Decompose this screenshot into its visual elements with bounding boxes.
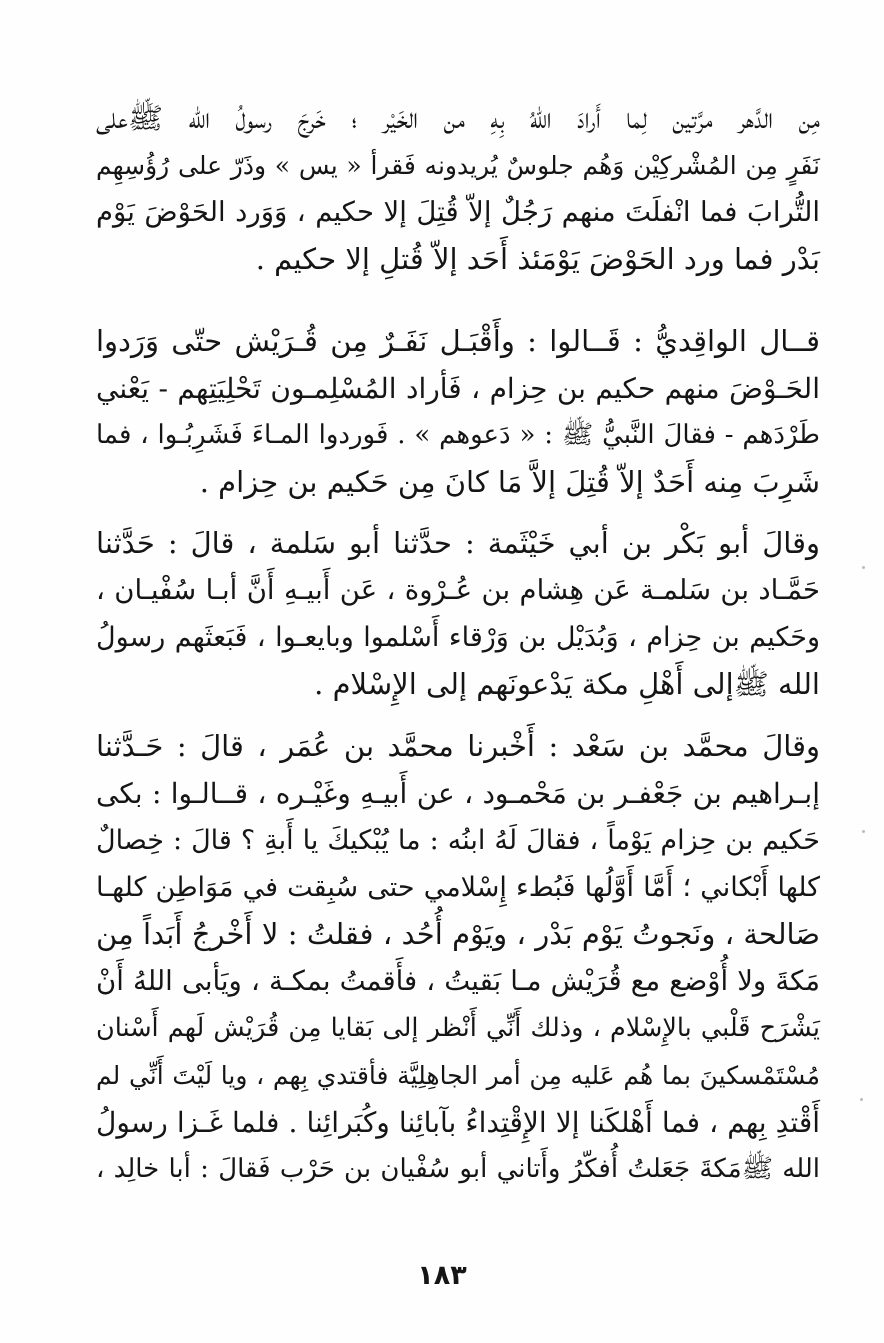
text-line: قــال الواقِديُّ : قَــالوا : وأَقْبَـل نَفَـرٌ مِن قُـرَيْش حتّى وَرَدوا — [96, 324, 820, 358]
text-line: وقالَ محمَّد بن سَعْد : أَخْبرنا محمَّد بن عُمَر ، قالَ : حَـدَّثنا — [96, 729, 820, 763]
text-line: وقالَ أبو بَكْر بن أبي خَيْثَمة : حدَّثنا أبو سَلمة ، قالَ : حَدَّثنا — [96, 526, 820, 560]
text-line: طَرْدَهم - فقالَ النَّبيُّ ﷺ : « دَعوهم » . فَوردوا المـاءَ فَشَرِبُـوا ، فما — [96, 420, 820, 450]
text-line: صَالحة ، ونَجوتُ يَوْم بَدْر ، ويَوْم أُحُد ، فقلتُ : لا أَخْرجُ أَبَداً مِن — [96, 917, 820, 951]
text-line: كلها أَبْكاني ؛ أَمَّا أَوَّلُها فَبُطء إِسْلامي حتى سُبِقت في مَوَاطِن كلهـا — [96, 872, 820, 903]
text-line: مَكةَ ولا أُوْضع مع قُرَيْش مـا بَقيتُ ، فأَقمتُ بمكـة ، ويَأبى اللهُ أَنْ — [96, 965, 820, 997]
scan-speck — [862, 566, 865, 569]
text-line: التُّرابَ فما انْفلَتَ منهم رَجُلٌ إلاّ قُتِلَ إلا حكيم ، وَوَرد الحَوْضَ يَوْم — [96, 196, 820, 228]
text-line: حَمَّـاد بن سَلمـة عَن هِشام بن عُـرْوة ، عَن أَبيـهِ أَنَّ أبـا سُفْيـان ، — [96, 574, 820, 606]
scan-speck — [862, 830, 865, 833]
text-line: حَكيم بن حِزام يَوْماً ، فقالَ لَهُ ابنُه : ما يُبْكيكَ يا أَبةِ ؟ قالَ : خِصالٌ — [96, 825, 820, 856]
scan-speck — [860, 1098, 863, 1101]
text-line: بَدْر فما ورد الحَوْضَ يَوْمَئذ أَحَد إلاّ قُتلِ إلا حكيم . — [255, 242, 820, 276]
text-line: يَشْرَح قَلْبي بالإِسْلام ، وذلك أَنِّي أَنْظر إلى بَقايا مِن قُرَيْش لَهم أَسْنان — [96, 1013, 820, 1043]
paragraph-4 — [96, 723, 820, 1193]
paragraph-1 — [96, 95, 820, 283]
text-line: نَفَرٍ مِن المُشْركِيْن وَهُم جلوسٌ يُريدونه فَقرأ « يس » وذَرّ على رُؤُسِهِم — [96, 151, 820, 180]
text-line: الحَـوْضَ منهم حكيم بن حِزام ، فَأراد المُسْلِمـون تَحْلِيَتِهم - يَعْني — [96, 372, 820, 405]
text-line: مِن الدَّهر مرَّتين لِما أَرادَ اللهُ بِهِ من الخَيْر ؛ خَرجَ رسولُ الله ﷺعلى — [96, 101, 820, 135]
text-line: أَقْتدِ بِهم ، فما أَهْلكَنا إلا الإِقْتِداءُ بآبائِنا وكُبَرائِنا . فلما غَـزا رسولُ — [96, 1106, 820, 1139]
text-line: وحَكيم بن حِزام ، وَبُدَيْل بن وَرْقاء أَسْلموا وبايعـوا ، فَبَعثَهم رسولُ — [96, 622, 820, 653]
text-line: الله ﷺمَكةَ جَعَلتُ أُفكّرُ وأَتاني أبو سُفْيان بن حَرْب فَقالَ : أبا خالِد ، — [96, 1154, 820, 1184]
paragraph-2 — [96, 318, 820, 506]
text-line: الله ﷺإلى أَهْلِ مكة يَدْعونَهم إلى الإِسْلام . — [314, 667, 820, 701]
text-line: مُسْتَمْسكينَ بما هُم عَليه مِن أمر الجاهِلِيَّة فأقتدي بِهم ، ويا لَيْتَ أَنِّي لم — [96, 1061, 820, 1090]
paragraph-3 — [96, 520, 820, 708]
page-number: ١٨٣ — [417, 1260, 467, 1291]
text-line: إبـراهيم بن جَعْفـر بن مَحْمـود ، عن أَبيـهِ وغَيْـره ، قــالـوا : بكى — [96, 777, 820, 810]
text-line: شَرِبَ مِنه أَحَدٌ إلاّ قُتِلَ إلاَّ مَا كانَ مِن حَكيم بن حِزام . — [199, 465, 820, 499]
